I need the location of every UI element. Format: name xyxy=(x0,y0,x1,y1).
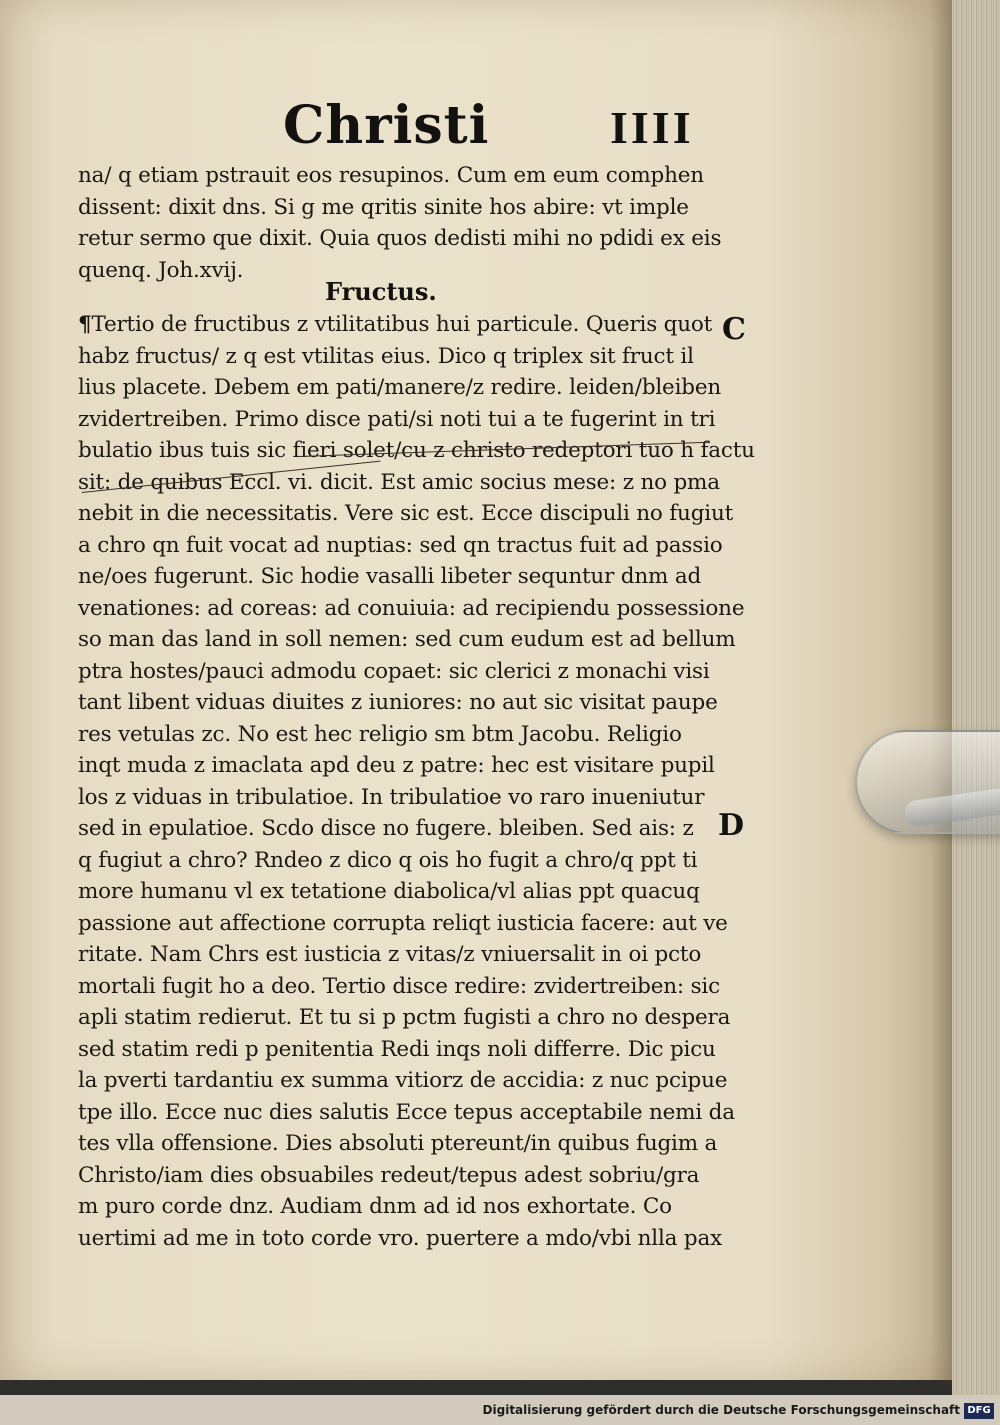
digitization-credit: Digitalisierung gefördert durch die Deutsche Forschungsgemeinschaft xyxy=(482,1403,960,1417)
text-line: more humanu vl ex tetatione diabolica/vl alias ppt quacuq xyxy=(78,879,700,904)
folio-number: IIII xyxy=(610,102,694,153)
text-line: sit: de quibus Eccl. vi. dicit. Est amic socius mese: z no pma xyxy=(78,469,720,495)
text-block-main xyxy=(78,309,755,1254)
text-line: quenq. Joh.xvij. xyxy=(78,257,244,283)
section-heading: Fructus. xyxy=(325,277,437,306)
text-line: tant libent viduas diuites z iuniores: no aut sic visitat paupe xyxy=(78,690,718,715)
text-line: Christo/iam dies obsuabiles redeut/tepus adest sobriu/gra xyxy=(78,1162,700,1188)
text-line: tpe illo. Ecce nuc dies salutis Ecce tepus acceptabile nemi da xyxy=(78,1099,735,1125)
text-line: passione aut affectione corrupta reliqt iusticia facere: aut ve xyxy=(78,910,728,936)
text-line-content: Tertio de fructibus z vtilitatibus hui particule. Queris quot xyxy=(91,312,713,337)
text-line: bulatio ibus tuis sic fieri solet/cu z christo redeptori tuo h factu xyxy=(78,438,755,463)
margin-letter-c: C xyxy=(722,312,746,347)
text-line: habz fructus/ z q est vtilitas eius. Dico q triplex sit fruct il xyxy=(78,343,694,369)
text-line: los z viduas in tribulatioe. In tribulatioe vo raro inueniutur xyxy=(78,784,705,810)
text-line: venationes: ad coreas: ad conuiuia: ad recipiendu possessione xyxy=(78,595,745,621)
footer-bar xyxy=(0,1395,1000,1425)
text-line: m puro corde dnz. Audiam dnm ad id nos exhortate. Co xyxy=(78,1194,672,1219)
text-block-top xyxy=(78,160,722,286)
text-line: na/ q etiam pstrauit eos resupinos. Cum em eum comphen xyxy=(78,163,704,188)
text-line: ne/oes fugerunt. Sic hodie vasalli libeter sequntur dnm ad xyxy=(78,564,702,589)
page-edges xyxy=(952,0,1000,1395)
text-line: inqt muda z imaclata apd deu z patre: hec est visitare pupil xyxy=(78,753,715,778)
text-line: sed in epulatioe. Scdo disce no fugere. bleiben. Sed ais: z xyxy=(78,816,694,841)
text-line-first xyxy=(78,309,718,341)
text-line: sed statim redi p penitentia Redi inqs noli differre. Dic picu xyxy=(78,1036,716,1062)
running-head: Christi xyxy=(283,95,490,156)
pilcrow-icon: ¶ xyxy=(78,312,92,337)
dfg-logo: DFG xyxy=(964,1403,994,1419)
text-line: q fugiut a chro? Rndeo z dico q ois ho fugit a chro/q ppt ti xyxy=(78,847,698,873)
text-line: mortali fugit ho a deo. Tertio disce redire: zvidertreiben: sic xyxy=(78,973,720,999)
text-line: retur sermo que dixit. Quia quos dedisti mihi no pdidi ex eis xyxy=(78,226,722,251)
text-line: tes vlla offensione. Dies absoluti ptereunt/in quibus fugim a xyxy=(78,1131,718,1156)
text-line: a chro qn fuit vocat ad nuptias: sed qn tractus fuit ad passio xyxy=(78,532,723,558)
text-line: zvidertreiben. Primo disce pati/si noti tui a te fugerint in tri xyxy=(78,406,716,432)
text-line: nebit in die necessitatis. Vere sic est. Ecce discipuli no fugiut xyxy=(78,501,734,526)
text-line: ritate. Nam Chrs est iusticia z vitas/z vniuersalit in oi pcto xyxy=(78,942,702,967)
text-line: dissent: dixit dns. Si g me qritis sinite hos abire: vt imple xyxy=(78,194,689,220)
text-line: lius placete. Debem em pati/manere/z redire. leiden/bleiben xyxy=(78,375,721,400)
text-line: uertimi ad me in toto corde vro. puertere a mdo/vbi nlla pax xyxy=(78,1225,723,1251)
margin-letter-d: D xyxy=(718,808,745,843)
text-line: so man das land in soll nemen: sed cum eudum est ad bellum xyxy=(78,627,736,652)
text-line: la pverti tardantiu ex summa vitiorz de accidia: z nuc pcipue xyxy=(78,1068,728,1093)
text-line: res vetulas zc. No est hec religio sm btm Jacobu. Religio xyxy=(78,721,682,747)
text-line: apli statim redierut. Et tu si p pctm fugisti a chro no despera xyxy=(78,1005,731,1030)
text-line: ptra hostes/pauci admodu copaet: sic clerici z monachi visi xyxy=(78,658,710,684)
